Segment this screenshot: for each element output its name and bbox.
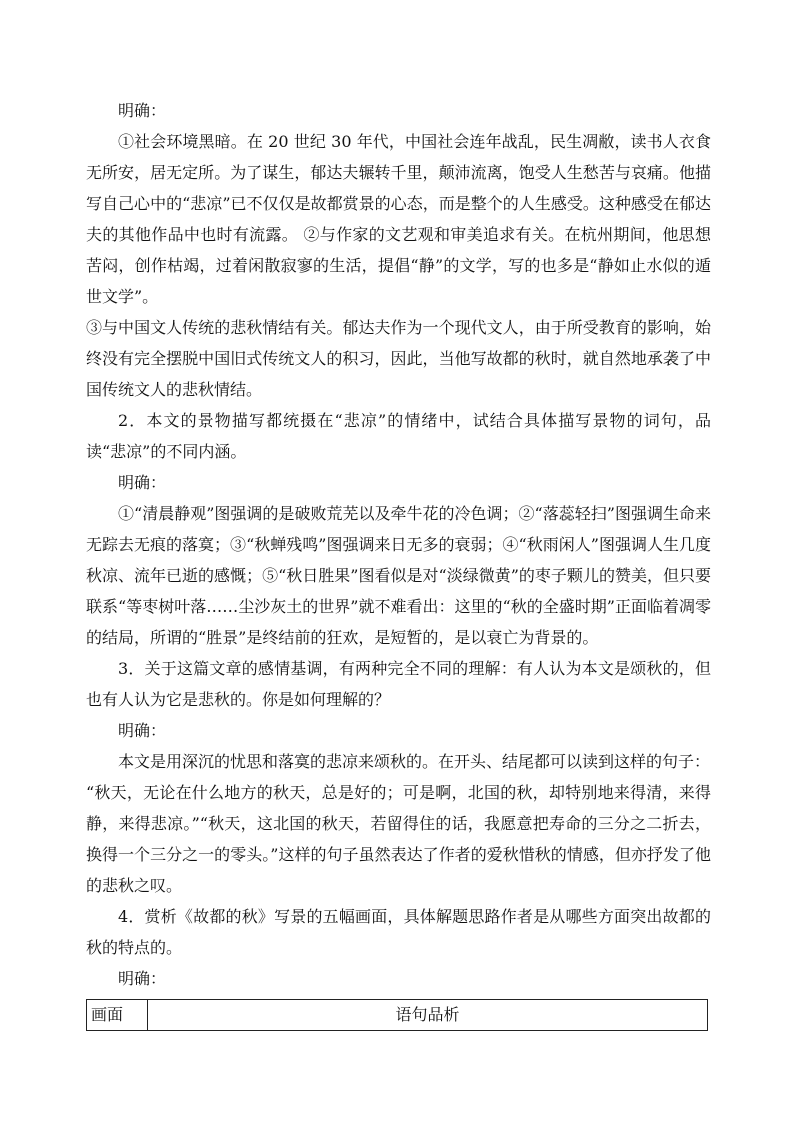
answer-label-3: 明确： <box>118 721 167 740</box>
question-4: 4．赏析《故都的秋》写景的五幅画面，具体解题思路作者是从哪些方面突出故都的秋的特点的。 <box>86 907 711 957</box>
answer-label-4: 明确： <box>118 969 167 988</box>
analysis-table <box>86 999 708 1031</box>
answer-paragraph-3: ①“清晨静观”图强调的是破败荒芜以及牵牛花的冷色调；②“落蕊轻扫”图强调生命来无踪去无痕的落寞；③“秋蝉残鸣”图强调来日无多的衰弱；④“秋雨闲人”图强调人生几度秋凉、流年已逝的感慨；⑤“秋日胜果”图看似是对“淡绿微黄”的枣子颗儿的赞美，但只要联系“等枣树叶落……尘沙灰土的世界”就不难看出：这里的“秋的全盛时期”正面临着凋零的结局，所谓的“胜景”是终结前的狂欢，是短暂的，是以衰亡为背景的。 <box>86 504 711 647</box>
answer-paragraph-1: ①社会环境黑暗。在 20 世纪 30 年代，中国社会连年战乱，民生凋敝，读书人衣食无所安，居无定所。为了谋生，郁达夫辗转千里，颠沛流离，饱受人生愁苦与哀痛。他描写自己心中的“悲凉”已不仅仅是故都赏景的心态，而是整个的人生感受。这种感受在郁达夫的其他作品中也时有流露。 ②与作家的文艺观和审美追求有关。在杭州期间，他思想苦闷，创作枯竭，过着闲散寂寥的生活，提倡“静”的文学，写的也多是“静如止水似的遁世文学”。 <box>86 132 711 306</box>
question-2: 2．本文的景物描写都统摄在“悲凉”的情绪中，试结合具体描写景物的词句，品读“悲凉”的不同内涵。 <box>86 411 711 461</box>
question-3: 3．关于这篇文章的感情基调，有两种完全不同的理解：有人认为本文是颂秋的，但也有人认为它是悲秋的。你是如何理解的？ <box>86 659 711 709</box>
answer-paragraph-2: ③与中国文人传统的悲秋情结有关。郁达夫作为一个现代文人，由于所受教育的影响，始终没有完全摆脱中国旧式传统文人的积习，因此，当他写故都的秋时，就自然地承袭了中国传统文人的悲秋情结。 <box>86 318 711 399</box>
table-header-row <box>87 1000 708 1031</box>
answer-paragraph-5: “秋天，无论在什么地方的秋天，总是好的；可是啊，北国的秋，却特别地来得清，来得静，来得悲凉。”“秋天，这北国的秋天，若留得住的话，我愿意把寿命的三分之二折去，换得一个三分之一的零头。”这样的句子虽然表达了作者的爱秋惜秋的情感，但亦抒发了他的悲秋之叹。 <box>86 783 711 895</box>
answer-label-1: 明确： <box>118 101 167 120</box>
table-header-analysis: 语句品析 <box>148 1000 708 1031</box>
table-header-scene: 画面 <box>87 1000 148 1031</box>
answer-paragraph-4: 本文是用深沉的忧思和落寞的悲凉来颂秋的。在开头、结尾都可以读到这样的句子： <box>118 752 711 771</box>
answer-label-2: 明确： <box>118 473 167 492</box>
document-page <box>86 95 711 1031</box>
